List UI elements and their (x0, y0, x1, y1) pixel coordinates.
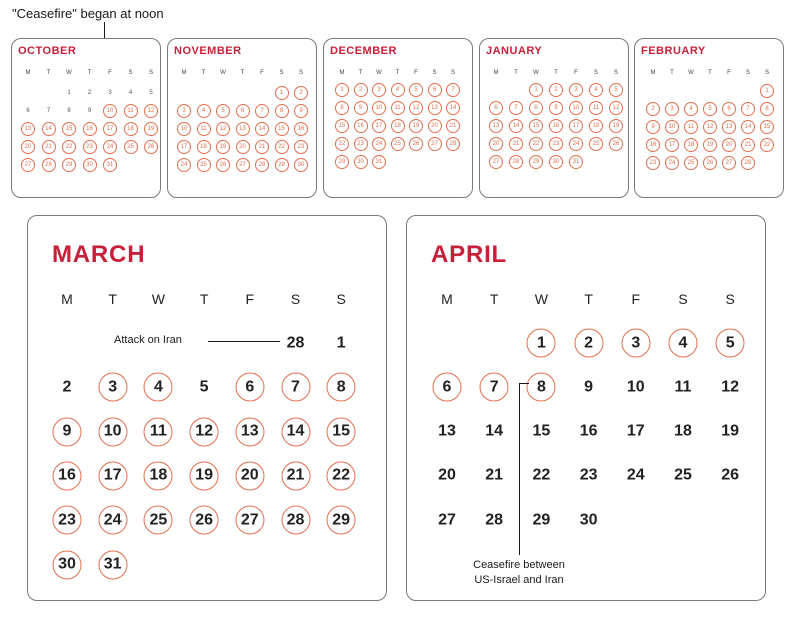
day-cell: 23 (83, 140, 97, 154)
weekday-label: S (764, 70, 769, 76)
day-cell: 7 (741, 102, 755, 116)
day-cell: 17 (372, 119, 386, 133)
day-cell: 24 (103, 140, 117, 154)
day-cell: 15 (532, 422, 551, 440)
day-cell: 4 (391, 83, 405, 97)
day-cell: 20 (438, 466, 456, 484)
day-cell: 8 (760, 102, 774, 116)
day-cell: 13 (21, 122, 35, 136)
day-cell: 19 (409, 119, 423, 133)
day-cell: 1 (760, 84, 774, 98)
day-cell: 3 (108, 90, 112, 96)
day-cell: 25 (684, 156, 698, 170)
day-cell: 16 (579, 422, 598, 440)
day-cell: 22 (62, 140, 76, 154)
day-cell: 20 (21, 140, 35, 154)
day-cell: 26 (144, 140, 158, 154)
day-cell: 12 (721, 378, 740, 396)
month-title: OCTOBER (18, 45, 77, 57)
day-cell: 28 (255, 158, 269, 172)
day-cell: 17 (177, 140, 191, 154)
day-cell: 14 (255, 122, 269, 136)
day-cell: 7 (255, 104, 269, 118)
day-cell: 26 (190, 506, 219, 535)
day-cell: 21 (42, 140, 56, 154)
day-cell: 9 (584, 378, 594, 396)
day-cell: 24 (98, 506, 127, 535)
weekday-label: T (708, 70, 712, 76)
day-cell: 21 (446, 119, 460, 133)
day-cell: 16 (646, 138, 660, 152)
day-cell: 2 (62, 378, 72, 396)
day-cell: 12 (216, 122, 230, 136)
day-cell: 5 (216, 104, 230, 118)
day-cell: 29 (532, 511, 551, 529)
day-cell: 25 (674, 466, 692, 484)
day-cell: 28 (741, 156, 755, 170)
day-cell: 4 (669, 329, 698, 358)
weekday-label: W (534, 291, 548, 307)
day-cell: 29 (529, 155, 543, 169)
day-cell: 26 (409, 137, 423, 151)
day-cell: 30 (294, 158, 308, 172)
day-cell: 27 (21, 158, 35, 172)
day-cell: 12 (190, 417, 219, 446)
day-cell: 21 (255, 140, 269, 154)
weekday-label: S (432, 70, 437, 76)
month-title: JANUARY (486, 45, 543, 57)
day-cell: 20 (236, 140, 250, 154)
weekday-label: T (358, 70, 363, 76)
day-cell: 22 (335, 137, 349, 151)
day-cell: 5 (199, 378, 209, 396)
day-cell: 14 (446, 101, 460, 115)
day-cell: 9 (354, 101, 368, 115)
day-cell: 4 (144, 373, 173, 402)
day-cell: 14 (741, 120, 755, 134)
day-cell: 27 (235, 506, 264, 535)
calendar-december (323, 38, 473, 198)
day-cell: 3 (372, 83, 386, 97)
day-cell: 4 (197, 104, 211, 118)
day-cell: 10 (372, 101, 386, 115)
day-cell: 29 (327, 506, 356, 535)
day-cell: 12 (703, 120, 717, 134)
day-cell: 16 (549, 119, 563, 133)
day-cell: 7 (281, 373, 310, 402)
weekday-label: S (148, 70, 153, 76)
day-cell: 26 (721, 466, 740, 484)
day-cell: 14 (485, 422, 504, 440)
day-cell: 31 (98, 550, 127, 579)
day-cell: 20 (489, 137, 503, 151)
day-cell: 8 (327, 373, 356, 402)
calendar-october (11, 38, 161, 198)
day-cell: 18 (391, 119, 405, 133)
day-cell: 7 (446, 83, 460, 97)
weekday-label: F (631, 291, 641, 307)
day-cell: 18 (589, 119, 603, 133)
weekday-label: S (128, 70, 133, 76)
ceasefire-between-pointer-hook (519, 383, 529, 384)
day-cell: 23 (53, 506, 82, 535)
day-cell: 14 (509, 119, 523, 133)
day-cell: 15 (275, 122, 289, 136)
day-cell: 27 (489, 155, 503, 169)
day-cell: 5 (703, 102, 717, 116)
calendar-november (167, 38, 317, 198)
day-cell: 17 (103, 122, 117, 136)
day-cell: 12 (609, 101, 623, 115)
weekday-label: S (450, 70, 455, 76)
day-cell: 30 (83, 158, 97, 172)
weekday-label: T (514, 70, 518, 76)
day-cell: 25 (124, 140, 138, 154)
weekday-label: S (290, 291, 301, 307)
day-cell: 9 (294, 104, 308, 118)
day-cell: 18 (124, 122, 138, 136)
calendar-january (479, 38, 629, 198)
day-cell: 28 (509, 155, 523, 169)
day-cell: 6 (236, 104, 250, 118)
ceasefire-between-pointer (519, 383, 520, 555)
day-cell: 21 (741, 138, 755, 152)
weekday-label: T (46, 70, 51, 76)
day-cell: 26 (703, 156, 717, 170)
day-cell: 12 (409, 101, 423, 115)
day-cell: 17 (98, 461, 127, 490)
attack-annotation: Attack on Iran (114, 334, 182, 346)
day-cell: 28 (446, 137, 460, 151)
day-cell: 11 (144, 417, 173, 446)
weekday-label: T (240, 70, 245, 76)
day-cell: 13 (428, 101, 442, 115)
day-cell: 13 (236, 122, 250, 136)
weekday-label: W (376, 70, 382, 76)
day-cell: 19 (703, 138, 717, 152)
day-cell: 23 (354, 137, 368, 151)
day-cell: 6 (722, 102, 736, 116)
day-cell: 19 (216, 140, 230, 154)
weekday-label: T (199, 291, 209, 307)
day-cell: 8 (529, 101, 543, 115)
day-cell: 7 (509, 101, 523, 115)
day-cell: 2 (87, 90, 92, 96)
day-cell: 9 (53, 417, 82, 446)
day-cell: 19 (721, 422, 740, 440)
day-cell: 10 (103, 104, 117, 118)
day-cell: 21 (509, 137, 523, 151)
day-cell: 21 (281, 461, 310, 490)
day-cell: 12 (144, 104, 158, 118)
weekday-label: S (336, 291, 346, 307)
day-cell: 1 (275, 86, 289, 100)
weekday-label: S (613, 70, 618, 76)
month-title: DECEMBER (330, 45, 397, 57)
day-cell: 11 (589, 101, 603, 115)
ceasefire-noon-annotation: "Ceasefire" began at noon (12, 6, 164, 21)
day-cell: 11 (684, 120, 698, 134)
day-cell: 6 (235, 373, 264, 402)
weekday-label: W (220, 70, 226, 76)
weekday-label: F (108, 70, 112, 76)
day-cell: 7 (46, 108, 51, 114)
day-cell: 29 (275, 158, 289, 172)
weekday-label: F (260, 70, 264, 76)
day-cell: 19 (190, 461, 219, 490)
weekday-label: M (493, 70, 499, 76)
calendar-march (27, 215, 387, 601)
day-cell: 6 (428, 83, 442, 97)
day-cell: 2 (354, 83, 368, 97)
day-cell: 3 (177, 104, 191, 118)
day-cell: 25 (391, 137, 405, 151)
day-cell: 22 (327, 461, 356, 490)
day-cell: 5 (716, 329, 745, 358)
day-cell: 26 (609, 137, 623, 151)
day-cell: 11 (197, 122, 211, 136)
day-cell: 9 (646, 120, 660, 134)
weekday-label: T (670, 70, 674, 76)
day-cell: 10 (665, 120, 679, 134)
day-cell: 24 (177, 158, 191, 172)
day-cell: 17 (569, 119, 583, 133)
day-cell: 11 (124, 104, 138, 118)
weekday-label: T (554, 70, 558, 76)
day-cell: 15 (529, 119, 543, 133)
day-cell: 16 (354, 119, 368, 133)
day-cell: 1 (67, 90, 71, 96)
day-cell: 15 (335, 119, 349, 133)
day-cell: 30 (53, 550, 82, 579)
day-cell: 1 (336, 334, 346, 351)
day-cell: 17 (626, 422, 645, 440)
ceasefire-between-line2: US-Israel and Iran (474, 574, 564, 586)
day-cell: 13 (235, 417, 264, 446)
day-cell: 16 (83, 122, 97, 136)
calendar-april (406, 215, 766, 601)
weekday-label: T (489, 291, 499, 307)
day-cell: 10 (569, 101, 583, 115)
day-cell: 25 (589, 137, 603, 151)
day-cell: 28 (286, 334, 305, 351)
day-cell: 24 (569, 137, 583, 151)
day-cell: 2 (549, 83, 563, 97)
day-cell: 11 (674, 378, 692, 396)
day-cell: 15 (62, 122, 76, 136)
day-cell: 5 (609, 83, 623, 97)
day-cell: 27 (438, 511, 456, 529)
day-cell: 6 (489, 101, 503, 115)
weekday-label: S (745, 70, 750, 76)
weekday-label: T (584, 291, 593, 307)
weekday-label: S (725, 291, 735, 307)
day-cell: 6 (26, 108, 30, 114)
day-cell: 13 (489, 119, 503, 133)
day-cell: 19 (144, 122, 158, 136)
day-cell: 29 (62, 158, 76, 172)
weekday-label: F (727, 70, 731, 76)
day-cell: 31 (569, 155, 583, 169)
day-cell: 31 (372, 155, 386, 169)
day-cell: 5 (409, 83, 423, 97)
day-cell: 18 (197, 140, 211, 154)
weekday-label: T (201, 70, 206, 76)
day-cell: 23 (646, 156, 660, 170)
day-cell: 1 (529, 83, 543, 97)
day-cell: 23 (579, 466, 598, 484)
weekday-label: M (25, 70, 31, 76)
day-cell: 20 (722, 138, 736, 152)
day-cell: 20 (235, 461, 264, 490)
day-cell: 14 (42, 122, 56, 136)
day-cell: 8 (335, 101, 349, 115)
weekday-label: S (593, 70, 598, 76)
day-cell: 24 (665, 156, 679, 170)
day-cell: 8 (67, 108, 71, 114)
day-cell: 22 (529, 137, 543, 151)
weekday-label: T (87, 70, 92, 76)
day-cell: 29 (335, 155, 349, 169)
day-cell: 11 (391, 101, 405, 115)
month-title: NOVEMBER (174, 45, 242, 57)
month-title: FEBRUARY (641, 45, 706, 57)
weekday-label: T (108, 291, 117, 307)
day-cell: 27 (236, 158, 250, 172)
day-cell: 21 (485, 466, 504, 484)
day-cell: 30 (354, 155, 368, 169)
day-cell: 2 (646, 102, 660, 116)
day-cell: 8 (275, 104, 289, 118)
day-cell: 16 (53, 461, 82, 490)
calendar-february (634, 38, 784, 198)
day-cell: 18 (684, 138, 698, 152)
day-cell: 3 (621, 329, 650, 358)
weekday-label: F (414, 70, 418, 76)
day-cell: 1 (335, 83, 349, 97)
weekday-label: M (441, 291, 453, 307)
day-cell: 28 (281, 506, 310, 535)
day-cell: 8 (527, 373, 556, 402)
weekday-label: M (650, 70, 656, 76)
day-cell: 28 (485, 511, 504, 529)
day-cell: 3 (665, 102, 679, 116)
weekday-label: F (245, 291, 255, 307)
day-cell: 19 (609, 119, 623, 133)
weekday-label: F (574, 70, 578, 76)
weekday-label: S (279, 70, 284, 76)
day-cell: 22 (760, 138, 774, 152)
day-cell: 22 (275, 140, 289, 154)
day-cell: 3 (98, 373, 127, 402)
weekday-label: M (181, 70, 187, 76)
day-cell: 6 (433, 373, 462, 402)
day-cell: 10 (98, 417, 127, 446)
weekday-label: W (533, 70, 539, 76)
day-cell: 31 (103, 158, 117, 172)
day-cell: 22 (532, 466, 551, 484)
day-cell: 7 (480, 373, 509, 402)
day-cell: 13 (438, 422, 456, 440)
attack-pointer (208, 341, 280, 342)
day-cell: 14 (281, 417, 310, 446)
day-cell: 9 (87, 108, 92, 114)
day-cell: 18 (674, 422, 692, 440)
day-cell: 10 (626, 378, 645, 396)
day-cell: 3 (569, 83, 583, 97)
day-cell: 4 (128, 90, 133, 96)
day-cell: 15 (760, 120, 774, 134)
day-cell: 15 (327, 417, 356, 446)
day-cell: 30 (579, 511, 598, 529)
weekday-label: M (61, 291, 73, 307)
month-title: APRIL (431, 241, 507, 268)
weekday-label: M (339, 70, 345, 76)
month-title: MARCH (52, 241, 146, 268)
weekday-label: S (298, 70, 303, 76)
day-cell: 25 (144, 506, 173, 535)
day-cell: 4 (589, 83, 603, 97)
day-cell: 2 (574, 329, 603, 358)
day-cell: 5 (149, 90, 153, 96)
day-cell: 1 (527, 329, 556, 358)
day-cell: 27 (722, 156, 736, 170)
day-cell: 18 (144, 461, 173, 490)
weekday-label: S (678, 291, 688, 307)
day-cell: 23 (549, 137, 563, 151)
day-cell: 24 (372, 137, 386, 151)
weekday-label: W (66, 70, 72, 76)
day-cell: 27 (428, 137, 442, 151)
day-cell: 20 (428, 119, 442, 133)
weekday-label: W (151, 291, 165, 307)
day-cell: 17 (665, 138, 679, 152)
day-cell: 10 (177, 122, 191, 136)
day-cell: 24 (626, 466, 645, 484)
day-cell: 30 (549, 155, 563, 169)
day-cell: 9 (549, 101, 563, 115)
day-cell: 4 (684, 102, 698, 116)
day-cell: 25 (197, 158, 211, 172)
weekday-label: W (688, 70, 694, 76)
ceasefire-between-annotation (458, 558, 580, 588)
day-cell: 26 (216, 158, 230, 172)
day-cell: 13 (722, 120, 736, 134)
ceasefire-between-line1: Ceasefire between (473, 559, 565, 571)
day-cell: 16 (294, 122, 308, 136)
day-cell: 2 (294, 86, 308, 100)
day-cell: 28 (42, 158, 56, 172)
day-cell: 23 (294, 140, 308, 154)
weekday-label: T (395, 70, 400, 76)
